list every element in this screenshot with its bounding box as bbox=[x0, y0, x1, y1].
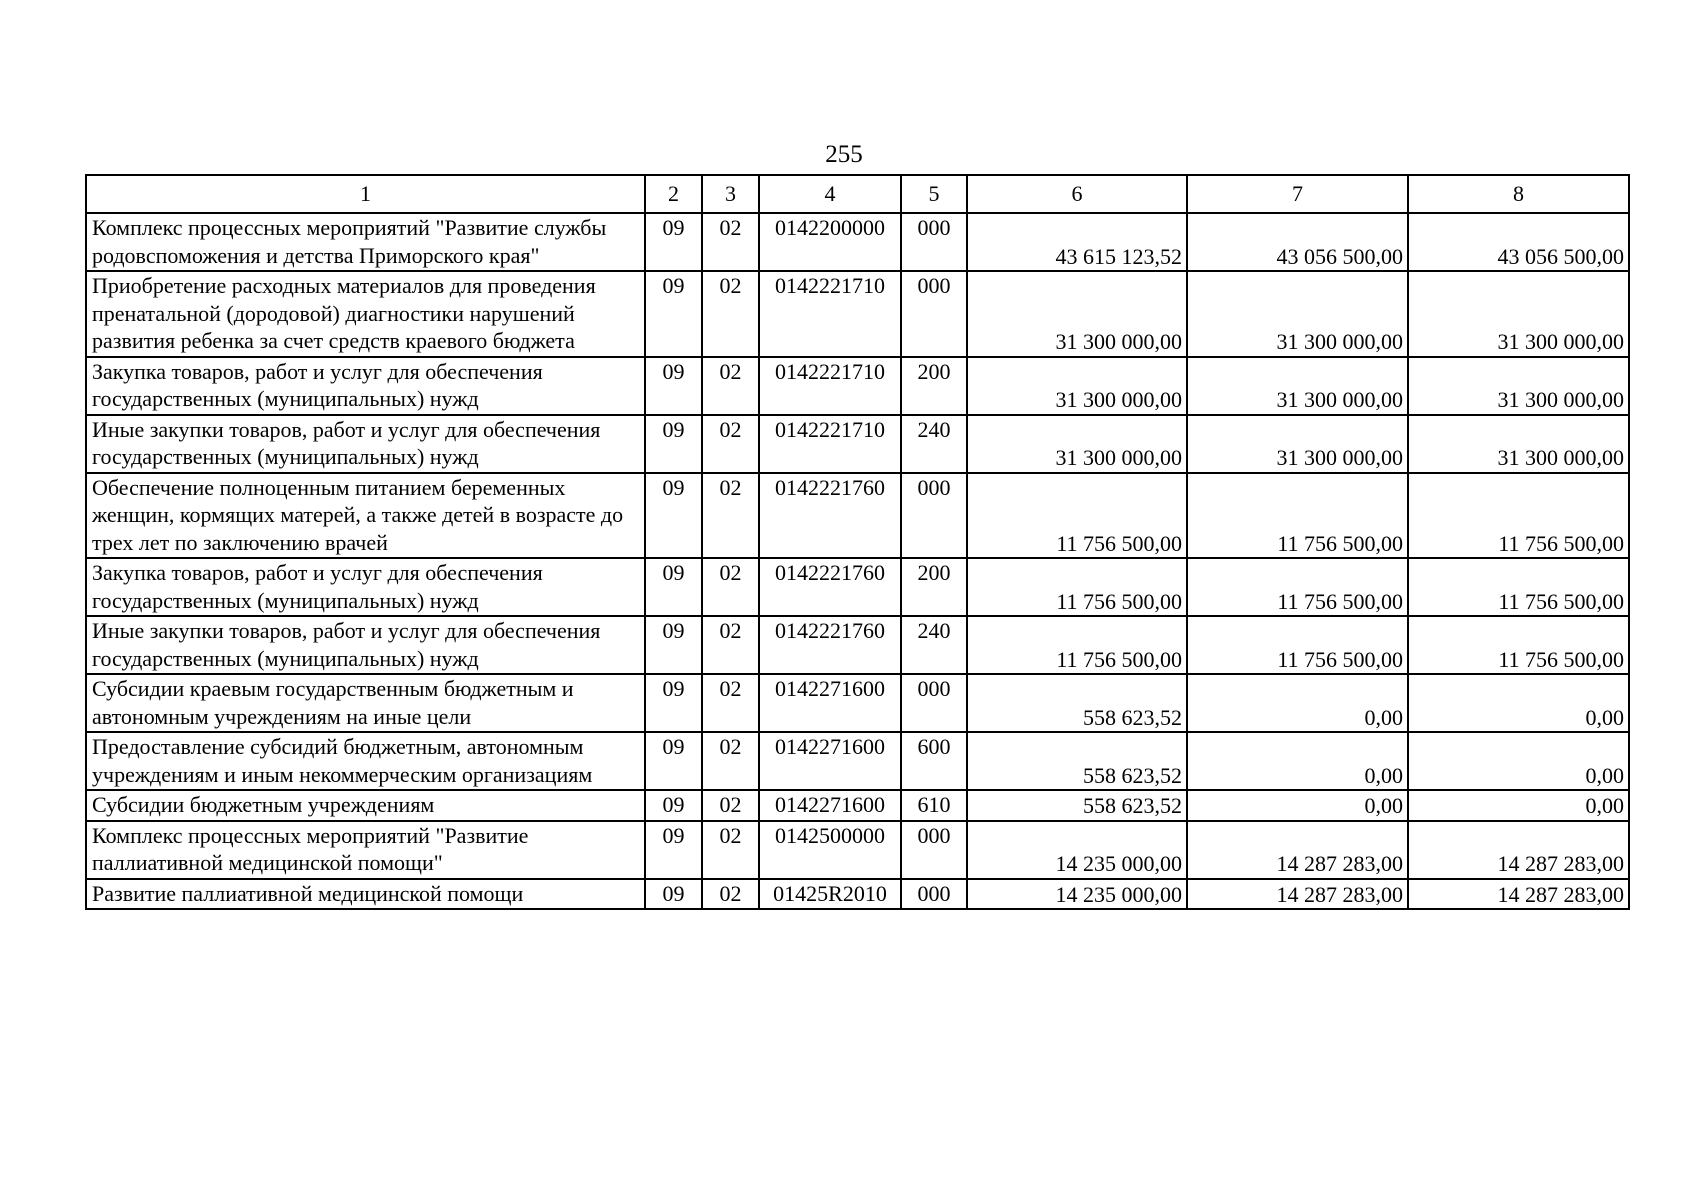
section-code: 09 bbox=[645, 357, 702, 415]
amount-col8: 11 756 500,00 bbox=[1408, 473, 1629, 559]
table-row bbox=[86, 357, 1629, 415]
expense-type-code: 610 bbox=[901, 790, 967, 821]
amount-col7: 14 287 283,00 bbox=[1187, 821, 1408, 879]
amount-col6: 14 235 000,00 bbox=[967, 879, 1187, 910]
amount-col7: 31 300 000,00 bbox=[1187, 271, 1408, 357]
subsection-code: 02 bbox=[702, 732, 759, 790]
table-row bbox=[86, 473, 1629, 559]
row-name: Комплекс процессных мероприятий "Развитие службы родовспоможения и детства Приморского края" bbox=[86, 213, 645, 271]
amount-col8: 14 287 283,00 bbox=[1408, 879, 1629, 910]
column-header: 7 bbox=[1187, 175, 1408, 213]
amount-col7: 11 756 500,00 bbox=[1187, 616, 1408, 674]
amount-col8: 11 756 500,00 bbox=[1408, 558, 1629, 616]
expense-type-code: 240 bbox=[901, 415, 967, 473]
column-header: 1 bbox=[86, 175, 645, 213]
table-row bbox=[86, 790, 1629, 821]
row-name: Субсидии краевым государственным бюджетным и автономным учреждениям на иные цели bbox=[86, 674, 645, 732]
amount-col8: 31 300 000,00 bbox=[1408, 357, 1629, 415]
amount-col7: 43 056 500,00 bbox=[1187, 213, 1408, 271]
amount-col6: 14 235 000,00 bbox=[967, 821, 1187, 879]
table-row bbox=[86, 271, 1629, 357]
amount-col6: 11 756 500,00 bbox=[967, 616, 1187, 674]
page-number: 255 bbox=[825, 141, 863, 168]
table-row bbox=[86, 821, 1629, 879]
expense-type-code: 000 bbox=[901, 473, 967, 559]
row-name: Иные закупки товаров, работ и услуг для обеспечения государственных (муниципальных) нужд bbox=[86, 415, 645, 473]
subsection-code: 02 bbox=[702, 616, 759, 674]
amount-col6: 43 615 123,52 bbox=[967, 213, 1187, 271]
row-name: Развитие паллиативной медицинской помощи bbox=[86, 879, 645, 910]
table-row bbox=[86, 674, 1629, 732]
column-header: 6 bbox=[967, 175, 1187, 213]
column-header: 4 bbox=[759, 175, 901, 213]
amount-col8: 31 300 000,00 bbox=[1408, 415, 1629, 473]
expense-type-code: 000 bbox=[901, 879, 967, 910]
amount-col8: 31 300 000,00 bbox=[1408, 271, 1629, 357]
subsection-code: 02 bbox=[702, 790, 759, 821]
section-code: 09 bbox=[645, 271, 702, 357]
row-name: Закупка товаров, работ и услуг для обеспечения государственных (муниципальных) нужд bbox=[86, 558, 645, 616]
row-name: Иные закупки товаров, работ и услуг для обеспечения государственных (муниципальных) нужд bbox=[86, 616, 645, 674]
expense-type-code: 000 bbox=[901, 821, 967, 879]
amount-col7: 11 756 500,00 bbox=[1187, 473, 1408, 559]
table-row bbox=[86, 616, 1629, 674]
subsection-code: 02 bbox=[702, 674, 759, 732]
amount-col7: 0,00 bbox=[1187, 674, 1408, 732]
expense-type-code: 000 bbox=[901, 271, 967, 357]
row-name: Приобретение расходных материалов для проведения пренатальной (дородовой) диагностики нарушений развития ребенка за счет средств краевого бюджета bbox=[86, 271, 645, 357]
subsection-code: 02 bbox=[702, 415, 759, 473]
amount-col8: 0,00 bbox=[1408, 732, 1629, 790]
subsection-code: 02 bbox=[702, 357, 759, 415]
amount-col6: 558 623,52 bbox=[967, 732, 1187, 790]
amount-col7: 14 287 283,00 bbox=[1187, 879, 1408, 910]
section-code: 09 bbox=[645, 674, 702, 732]
header-row bbox=[86, 175, 1629, 213]
amount-col7: 31 300 000,00 bbox=[1187, 415, 1408, 473]
expense-type-code: 200 bbox=[901, 558, 967, 616]
amount-col8: 43 056 500,00 bbox=[1408, 213, 1629, 271]
amount-col8: 11 756 500,00 bbox=[1408, 616, 1629, 674]
target-article-code: 0142221760 bbox=[759, 616, 901, 674]
section-code: 09 bbox=[645, 473, 702, 559]
section-code: 09 bbox=[645, 213, 702, 271]
section-code: 09 bbox=[645, 821, 702, 879]
amount-col6: 11 756 500,00 bbox=[967, 558, 1187, 616]
row-name: Закупка товаров, работ и услуг для обеспечения государственных (муниципальных) нужд bbox=[86, 357, 645, 415]
amount-col6: 31 300 000,00 bbox=[967, 357, 1187, 415]
subsection-code: 02 bbox=[702, 473, 759, 559]
amount-col7: 11 756 500,00 bbox=[1187, 558, 1408, 616]
row-name: Субсидии бюджетным учреждениям bbox=[86, 790, 645, 821]
column-header: 5 bbox=[901, 175, 967, 213]
amount-col7: 0,00 bbox=[1187, 732, 1408, 790]
amount-col8: 14 287 283,00 bbox=[1408, 821, 1629, 879]
amount-col6: 31 300 000,00 bbox=[967, 415, 1187, 473]
section-code: 09 bbox=[645, 732, 702, 790]
subsection-code: 02 bbox=[702, 558, 759, 616]
amount-col8: 0,00 bbox=[1408, 790, 1629, 821]
amount-col7: 0,00 bbox=[1187, 790, 1408, 821]
amount-col6: 558 623,52 bbox=[967, 790, 1187, 821]
amount-col7: 31 300 000,00 bbox=[1187, 357, 1408, 415]
amount-col8: 0,00 bbox=[1408, 674, 1629, 732]
subsection-code: 02 bbox=[702, 213, 759, 271]
column-header: 2 bbox=[645, 175, 702, 213]
amount-col6: 11 756 500,00 bbox=[967, 473, 1187, 559]
section-code: 09 bbox=[645, 879, 702, 910]
target-article-code: 01425R2010 bbox=[759, 879, 901, 910]
target-article-code: 0142200000 bbox=[759, 213, 901, 271]
target-article-code: 0142271600 bbox=[759, 732, 901, 790]
budget-table bbox=[85, 174, 1630, 910]
table-row bbox=[86, 213, 1629, 271]
table-row bbox=[86, 732, 1629, 790]
section-code: 09 bbox=[645, 790, 702, 821]
target-article-code: 0142221760 bbox=[759, 558, 901, 616]
target-article-code: 0142271600 bbox=[759, 674, 901, 732]
target-article-code: 0142221710 bbox=[759, 415, 901, 473]
row-name: Комплекс процессных мероприятий "Развитие паллиативной медицинской помощи" bbox=[86, 821, 645, 879]
section-code: 09 bbox=[645, 415, 702, 473]
subsection-code: 02 bbox=[702, 821, 759, 879]
target-article-code: 0142500000 bbox=[759, 821, 901, 879]
subsection-code: 02 bbox=[702, 879, 759, 910]
target-article-code: 0142221710 bbox=[759, 271, 901, 357]
target-article-code: 0142271600 bbox=[759, 790, 901, 821]
target-article-code: 0142221760 bbox=[759, 473, 901, 559]
table-row bbox=[86, 879, 1629, 910]
row-name: Предоставление субсидий бюджетным, автономным учреждениям и иным некоммерческим организациям bbox=[86, 732, 645, 790]
target-article-code: 0142221710 bbox=[759, 357, 901, 415]
section-code: 09 bbox=[645, 558, 702, 616]
expense-type-code: 240 bbox=[901, 616, 967, 674]
table-row bbox=[86, 415, 1629, 473]
table-row bbox=[86, 558, 1629, 616]
column-header: 3 bbox=[702, 175, 759, 213]
amount-col6: 31 300 000,00 bbox=[967, 271, 1187, 357]
expense-type-code: 000 bbox=[901, 213, 967, 271]
expense-type-code: 000 bbox=[901, 674, 967, 732]
expense-type-code: 600 bbox=[901, 732, 967, 790]
subsection-code: 02 bbox=[702, 271, 759, 357]
row-name: Обеспечение полноценным питанием беременных женщин, кормящих матерей, а также детей в возрасте до трех лет по заключению врачей bbox=[86, 473, 645, 559]
section-code: 09 bbox=[645, 616, 702, 674]
amount-col6: 558 623,52 bbox=[967, 674, 1187, 732]
expense-type-code: 200 bbox=[901, 357, 967, 415]
column-header: 8 bbox=[1408, 175, 1629, 213]
